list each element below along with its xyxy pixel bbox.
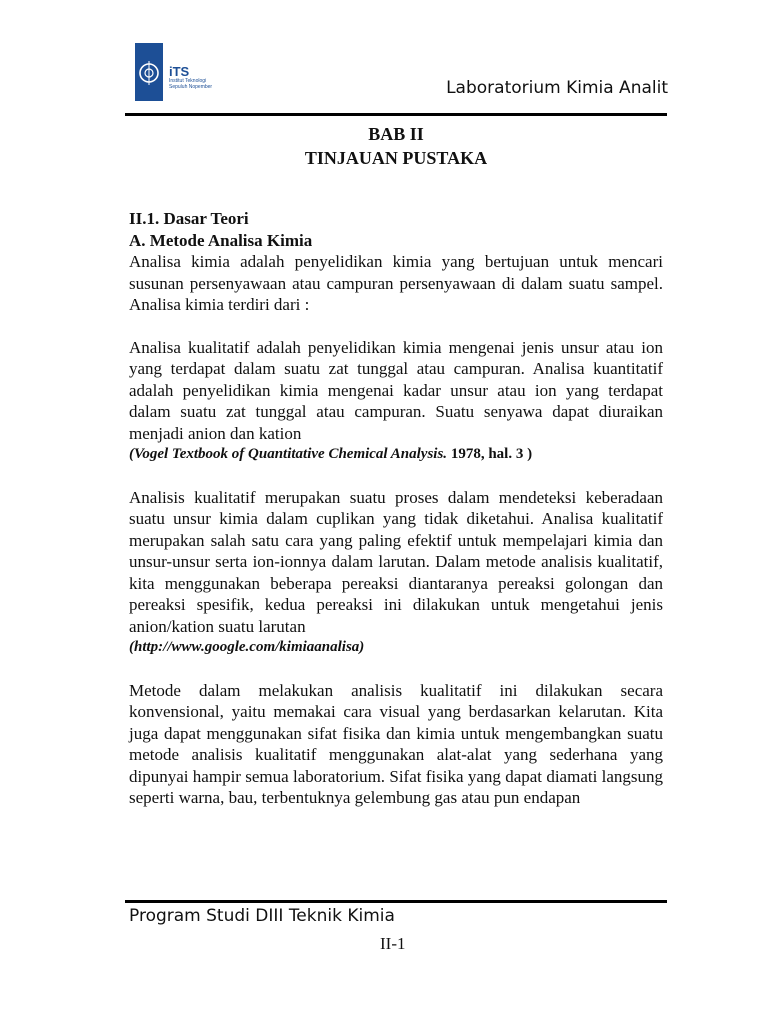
chapter-number: BAB II	[368, 124, 424, 144]
header-rule	[125, 113, 667, 116]
chapter-title: TINJAUAN PUSTAKA	[304, 148, 488, 168]
section-heading: II.1. Dasar Teori	[129, 209, 249, 228]
body-content	[129, 208, 663, 809]
logo-subtext: Institut Teknologi Sepuluh Nopember	[169, 78, 213, 90]
chapter-heading	[128, 122, 664, 170]
reference-vogel-title: (Vogel Textbook of Quantitative Chemical Analysis.	[129, 446, 448, 462]
footer-program: Program Studi DIII Teknik Kimia	[129, 906, 395, 926]
page-number: II-1	[380, 934, 406, 953]
reference-vogel	[129, 444, 663, 466]
paragraph-2: Analisa kualitatif adalah penyelidikan kimia mengenai jenis unsur atau ion yang terdapat dalam suatu zat tunggal atau campuran. Analisa kuantitatif adalah penyelidikan kimia mengenai kadar unsur atau ion yang terdapat dalam suatu zat tunggal atau campuran. Suatu senyawa dapat diuraikan menjadi anion dan kation	[129, 337, 663, 443]
paragraph-1: Analisa kimia adalah penyelidikan kimia yang bertujuan untuk mencari susunan persenyawaan atau campuran persenyawaan di dalam suatu sampel. Analisa kimia terdiri dari :	[129, 252, 663, 314]
lab-title: Laboratorium Kimia Analit	[446, 78, 668, 98]
reference-vogel-detail: 1978, hal. 3 )	[447, 446, 533, 462]
logo-name: iTS	[169, 64, 190, 79]
footer-rule	[125, 900, 667, 903]
its-emblem-icon	[135, 43, 163, 101]
paragraph-4: Metode dalam melakukan analisis kualitatif ini dilakukan secara konvensional, yaitu memakai cara visual yang berdasarkan kelarutan. Kita juga dapat menggunakan sifat fisika dan kimia untuk mengembangkan suatu metode analisis kualitatif menggunakan alat-alat yang sederhana yang dipunyai hampir semua laboratorium. Sifat fisika yang dapat diamati langsung seperti warna, bau, terbentuknya gelembung gas atau pun endapan	[129, 680, 663, 807]
paragraph-3: Analisis kualitatif merupakan suatu proses dalam mendeteksi keberadaan suatu unsur kimia dalam cuplikan yang tidak diketahui. Analisa kualitatif merupakan salah satu cara yang paling efektif untuk mempelajari kimia dan unsur-unsur serta ion-ionnya dalam larutan. Dalam metode analisis kualitatif, kita menggunakan beberapa pereaksi diantaranya pereaksi golongan dan pereaksi spesifik, kedua pereaksi ini dilakukan untuk mengetahui jenis anion/kation suatu larutan	[129, 487, 663, 636]
reference-url: (http://www.google.com/kimiaanalisa)	[129, 639, 365, 655]
section-subheading: A. Metode Analisa Kimia	[129, 230, 313, 250]
its-logo	[135, 43, 223, 103]
